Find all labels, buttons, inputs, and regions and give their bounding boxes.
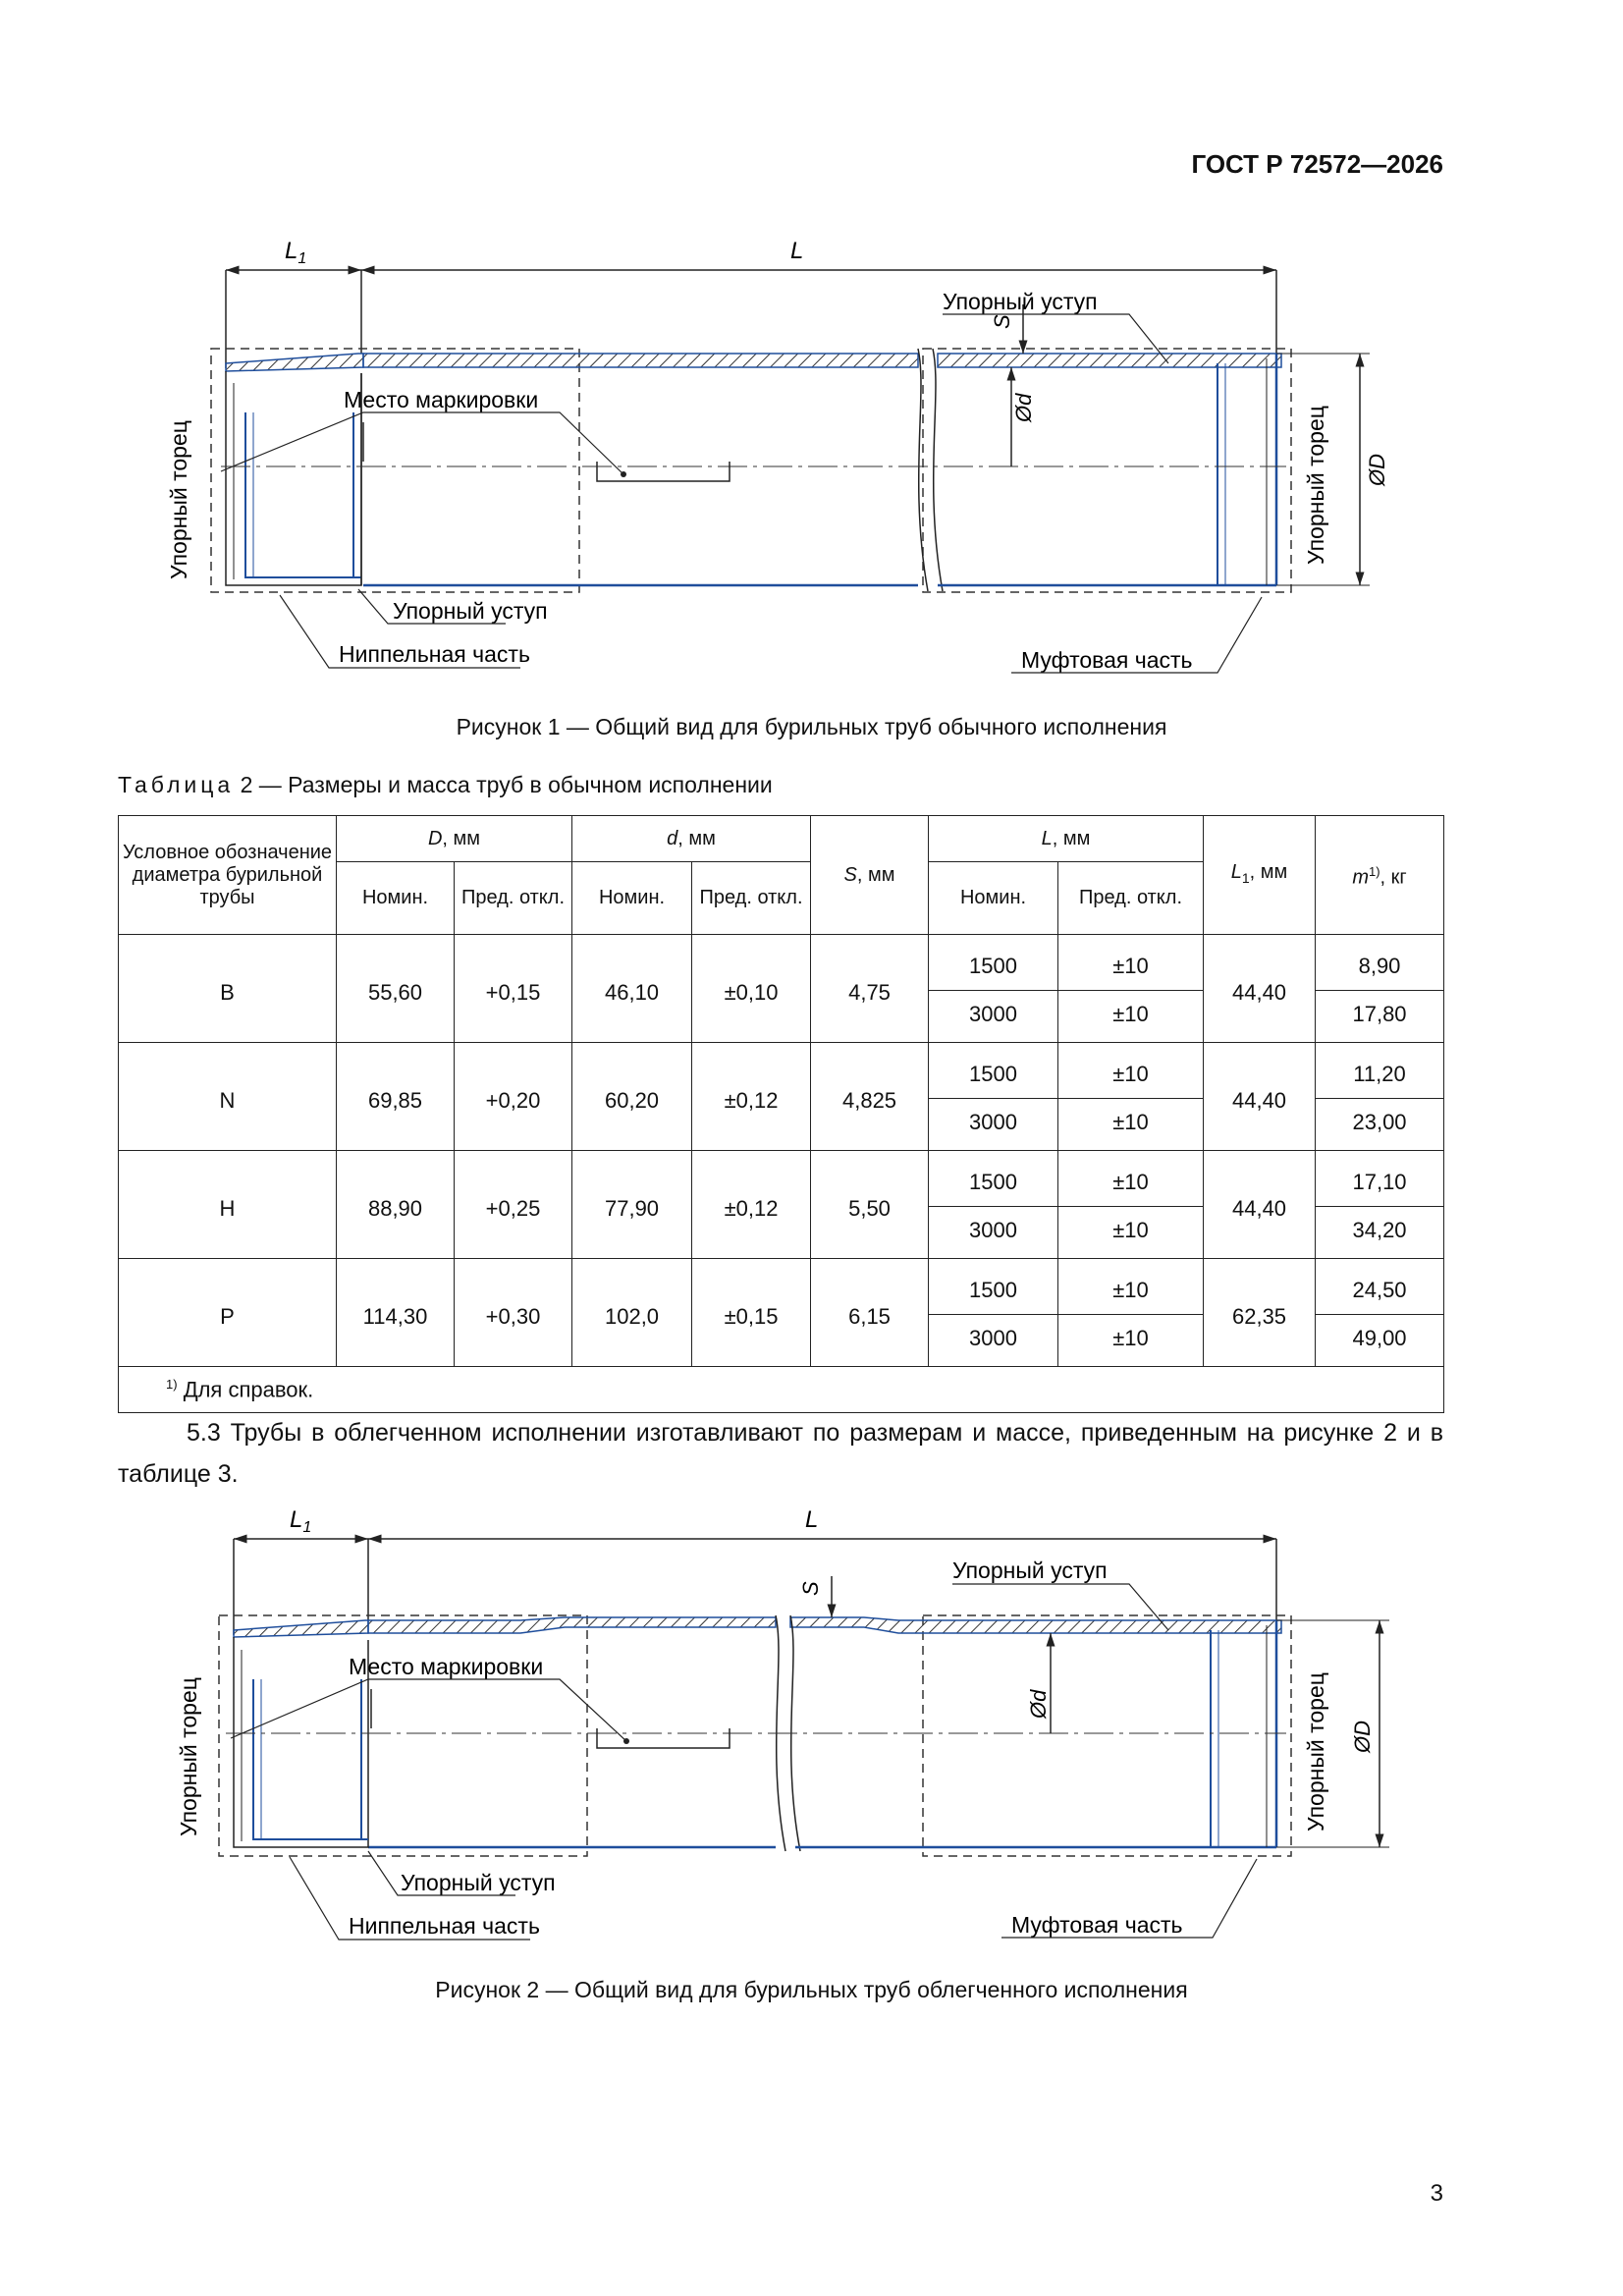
callout-end-right: Упорный торец bbox=[1303, 406, 1328, 565]
callout-coupling: Муфтовая часть bbox=[1011, 1912, 1183, 1938]
paragraph-5-3: 5.3 Трубы в облегченном исполнении изготавливают по размерам и массе, приведенным на рисунке 2 и в таблице 3. bbox=[118, 1419, 1443, 1488]
callout-end-left: Упорный торец bbox=[176, 1677, 201, 1836]
header-D-nom: Номин. bbox=[337, 862, 455, 935]
table-row: B 55,60 +0,15 46,10 ±0,10 4,75 1500 ±10 44,40 8,90 bbox=[119, 935, 1444, 991]
header-mass: $m^{1)}$, кг bbox=[1316, 816, 1444, 935]
header-d: d, мм bbox=[572, 816, 811, 862]
table-row: H 88,90 +0,25 77,90 ±0,12 5,50 1500 ±10 44,40 17,10 bbox=[119, 1151, 1444, 1207]
figure-2-caption: Рисунок 2 — Общий вид для бурильных труб облегченного исполнения bbox=[435, 1977, 1188, 2002]
callout-marking: Место маркировки bbox=[349, 1654, 544, 1679]
table-row: N 69,85 +0,20 60,20 ±0,12 4,825 1500 ±10 44,40 11,20 bbox=[119, 1043, 1444, 1099]
table-title: Таблица 2 — Размеры и масса труб в обычном исполнении bbox=[118, 772, 773, 797]
header-D-tol: Пред. откл. bbox=[455, 862, 572, 935]
header-L1: $L_1$, мм bbox=[1204, 816, 1316, 935]
dimension-L-label: L bbox=[805, 1506, 819, 1533]
page-number: 3 bbox=[1430, 2180, 1443, 2207]
dimension-L1-label: $L_1$ bbox=[290, 1506, 312, 1536]
figure-1-caption: Рисунок 1 — Общий вид для бурильных труб обычного исполнения bbox=[456, 714, 1167, 739]
header-L-nom: Номин. bbox=[929, 862, 1058, 935]
wall-thickness-label: S bbox=[798, 1581, 823, 1596]
header-D: D, мм bbox=[337, 816, 572, 862]
header-L-tol: Пред. откл. bbox=[1058, 862, 1204, 935]
inner-diameter-label: Ød bbox=[1011, 393, 1036, 422]
table-row: 3000 ±10 17,80 bbox=[119, 991, 1444, 1043]
callout-shoulder-top: Упорный уступ bbox=[952, 1558, 1108, 1583]
dimension-L1-label: $L_1$ bbox=[285, 238, 307, 267]
table-row: 3000 ±10 23,00 bbox=[119, 1099, 1444, 1151]
document-header: ГОСТ Р 72572—2026 bbox=[1191, 149, 1443, 179]
table-row: 3000 ±10 49,00 bbox=[119, 1315, 1444, 1367]
header-S: S, мм bbox=[811, 816, 929, 935]
header-d-nom: Номин. bbox=[572, 862, 692, 935]
callout-end-left: Упорный торец bbox=[166, 420, 191, 579]
table-footnote: $^{1)}$ Для справок. bbox=[119, 1367, 1444, 1413]
figure-2-drawing bbox=[147, 1498, 1424, 1959]
header-designation: Условное обозначение диаметра бурильной трубы bbox=[119, 816, 337, 935]
spec-table bbox=[118, 815, 1444, 1413]
outer-diameter-label: ØD bbox=[1350, 1721, 1375, 1753]
header-d-tol: Пред. откл. bbox=[692, 862, 811, 935]
callout-coupling: Муфтовая часть bbox=[1021, 647, 1193, 673]
figure-1-drawing bbox=[147, 226, 1424, 687]
callout-shoulder-bottom: Упорный уступ bbox=[401, 1870, 556, 1895]
callout-end-right: Упорный торец bbox=[1303, 1672, 1328, 1831]
callout-shoulder-top: Упорный уступ bbox=[943, 289, 1098, 314]
callout-marking: Место маркировки bbox=[344, 387, 539, 412]
callout-nipple: Ниппельная часть bbox=[349, 1913, 540, 1939]
table-footnote-row bbox=[119, 1367, 1444, 1413]
dimension-L-label: L bbox=[790, 238, 804, 264]
outer-diameter-label: ØD bbox=[1365, 454, 1389, 486]
header-L: L, мм bbox=[929, 816, 1204, 862]
callout-shoulder-bottom: Упорный уступ bbox=[393, 598, 548, 624]
inner-diameter-label: Ød bbox=[1026, 1689, 1051, 1719]
table-row: P 114,30 +0,30 102,0 ±0,15 6,15 1500 ±10 62,35 24,50 bbox=[119, 1259, 1444, 1315]
callout-nipple: Ниппельная часть bbox=[339, 641, 530, 667]
table-row: 3000 ±10 34,20 bbox=[119, 1207, 1444, 1259]
wall-thickness-label: S bbox=[990, 314, 1014, 329]
